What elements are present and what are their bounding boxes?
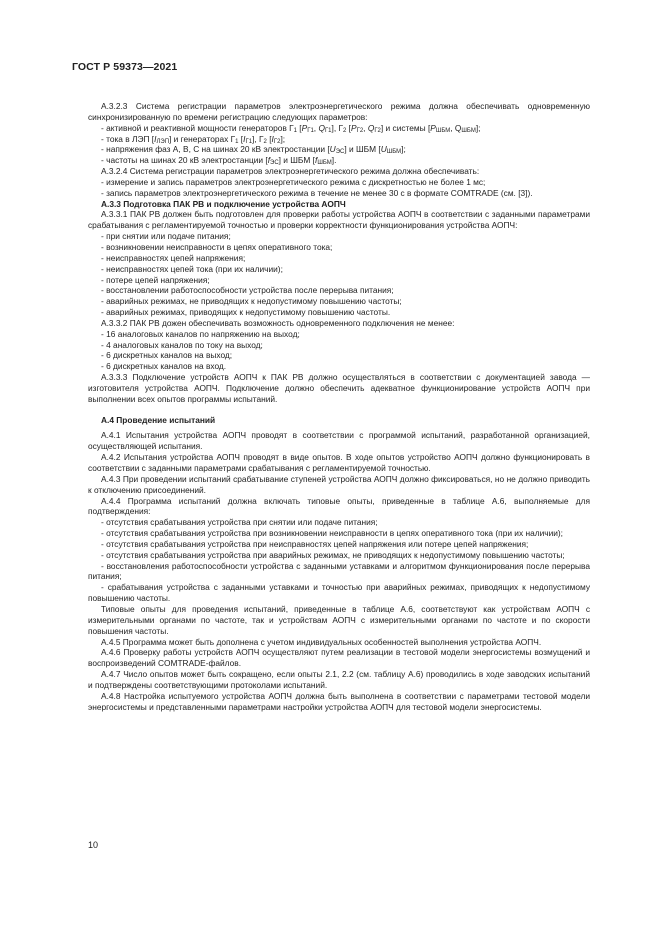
list-item: - 6 дискретных каналов на вход. (101, 361, 227, 372)
page-number: 10 (88, 840, 99, 850)
paragraph-a45: А.4.5 Программа может быть дополнена с учетом индивидуальных особенностей выполнения устройства АОПЧ. (101, 636, 542, 647)
paragraph-a333: А.3.3.3 Подключение устройств АОПЧ к ПАК РВ должно осуществляться в соответствии с документацией завода — изготовителя устройства АОПЧ. Подключение должно обеспечить адекватное функционирование устройств АОПЧ при выполнении всех опытов программы испытаний. (88, 372, 590, 404)
paragraph-a43: А.4.3 При проведении испытаний срабатывание ступеней устройства АОПЧ должно фиксироваться, но не должно приводить к отключению присоединений. (88, 473, 590, 495)
list-item: - неисправностях цепей напряжения; (101, 252, 246, 263)
list-item: - восстановления работоспособности устройства с заданными уставками и алгоритмом функционирования после перерыва питания; (88, 560, 590, 582)
list-item: - аварийных режимах, не приводящих к недопустимому повышению частоты; (101, 296, 402, 307)
list-item: - неисправностях цепей тока (при их наличии); (101, 263, 283, 274)
list-item: - измерение и запись параметров электроэнергетического режима с дискретностью не более 1 мс; (101, 176, 486, 187)
list-item: - отсутствия срабатывания устройства при возникновении неисправности в цепях оперативного тока (при их наличии); (101, 528, 564, 539)
list-item: - 16 аналоговых каналов по напряжению на выход; (101, 328, 300, 339)
paragraph-typical-tests: Типовые опыты для проведения испытаний, приведенные в таблице А.6, соответствуют как устройствам АОПЧ с измерительными органами по частоте, так и устройствам АОПЧ с измерительными органами по частоте и по скорости повышения частоты. (88, 603, 590, 636)
list-item-current: - тока в ЛЭП $[I_{ЛЭП}]$ и генераторах $Г_1$ $[I_{Г1}]$, $Г_2$ $[I_{Г2}]$; (101, 133, 286, 145)
list-item: - запись параметров электроэнергетического режима в течение не менее 30 с в формате COMTRADE (см. [3]). (101, 187, 533, 198)
list-item: - 4 аналоговых каналов по току на выход; (101, 339, 263, 350)
paragraph-a332: А.3.3.2 ПАК РВ дожен обеспечивать возможность одновременного подключения не менее: (101, 317, 455, 328)
list-item-active-reactive-power: - активной и реактивной мощности генераторов $Г_1$ [$P_{Г1}$, $Q_{Г1}$], $Г_2$ [$P_{Г2}$, $Q_{Г2}$] и системы [$P_{ШБМ}$, $Q_{ШБМ}$]; (101, 122, 481, 134)
paragraph-a44: А.4.4 Программа испытаний должна включать типовые опыты, приведенные в таблице А.6, выполняемые для подтверждения: (88, 495, 590, 517)
list-item: - восстановлении работоспособности устройства после перерыва питания; (101, 285, 394, 296)
document-header: ГОСТ Р 59373—2021 (72, 61, 178, 73)
list-item: - аварийных режимах, приводящих к недопустимому повышению частоты. (101, 307, 391, 318)
list-item: - 6 дискретных каналов на выход; (101, 350, 233, 361)
list-item: - потере цепей напряжения; (101, 274, 210, 285)
list-item: - при снятии или подаче питания; (101, 231, 231, 242)
paragraph-a46: А.4.6 Проверку работы устройств АОПЧ осуществляют путем реализации в тестовой модели энергосистемы возмущений и воспроизведений COMTRADE-файлов. (88, 647, 590, 669)
paragraph-a41: А.4.1 Испытания устройства АОПЧ проводят в соответствии с программой испытаний, разработанной организацией, осуществляющей испытания. (88, 430, 590, 452)
document-body (88, 101, 590, 712)
list-item: - отсутствия срабатывания устройства при снятии или подаче питания; (101, 517, 378, 528)
paragraph-a48: А.4.8 Настройка испытуемого устройства АОПЧ должна быть выполнена в соответствии с параметрами тестовой модели энергосистемы и представленными параметрами настройки устройства АОПЧ для тестовой модели энергосистемы. (88, 690, 590, 712)
list-item-voltage: - напряжения фаз А, В, С на шинах 20 кВ электростанции $[U_{ЭС}]$ и ШБМ $[U_{ШБМ}]$; (101, 144, 406, 156)
paragraph-a47: А.4.7 Число опытов может быть сокращено, если опыты 2.1, 2.2 (см. таблицу А.6) проводились в ходе заводских испытаний и подтверждены соответствующими протоколами испытаний. (88, 669, 590, 690)
list-item: - срабатывания устройства с заданными уставками и точностью при аварийных режимах, приводящих к недопустимому повышению частоты. (88, 582, 590, 604)
paragraph-a324: А.3.2.4 Система регистрации параметров электроэнергетического режима должна обеспечивать: (101, 166, 480, 177)
list-item: - отсутствия срабатывания устройства при аварийных режимах, не приводящих к недопустимому повышению частоты; (101, 549, 565, 560)
section-heading-a4: А.4 Проведение испытаний (101, 414, 216, 425)
section-heading-a33: А.3.3 Подготовка ПАК РВ и подключение устройства АОПЧ (101, 198, 346, 209)
paragraph-a331: А.3.3.1 ПАК РВ должен быть подготовлен для проверки работы устройства АОПЧ в соответствии с заданными параметрами срабатывания с регламентируемой точностью и проверки корректности функционирования устройства АОПЧ: (88, 209, 590, 231)
list-item: - отсутствия срабатывания устройства при неисправностях цепей напряжения или потере цепей напряжения; (101, 538, 529, 549)
list-item: - возникновении неисправности в цепях оперативного тока; (101, 241, 333, 252)
paragraph-a323-intro: А.3.2.3 Система регистрации параметров электроэнергетического режима должна обеспечивать одновременную синхронизированную по времени регистрацию следующих параметров: (88, 101, 590, 122)
paragraph-a42: А.4.2 Испытания устройства АОПЧ проводят в виде опытов. В ходе опытов устройство АОПЧ должно функционировать в соответствии с заданными параметрами срабатывания с регламентируемой точностью. (88, 452, 590, 473)
list-item-frequency: - частоты на шинах 20 кВ электростанции $[f_{ЭС}]$ и ШБМ $[f_{ШБМ}]$. (101, 155, 337, 167)
